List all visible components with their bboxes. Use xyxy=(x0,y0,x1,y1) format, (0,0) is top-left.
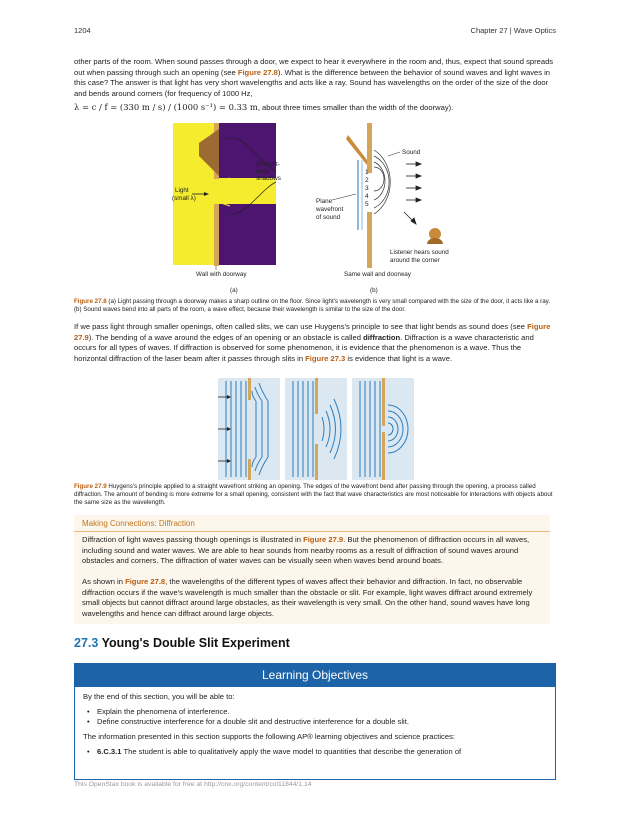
making-connections-title: Making Connections: Diffraction xyxy=(82,519,195,528)
sound-arrows xyxy=(404,162,421,224)
figure-27-8-link[interactable]: Figure 27.8 xyxy=(237,67,278,77)
p2-text-d: is evidence that light is a wave. xyxy=(345,353,453,363)
listener-label: Listener hears sound around the corner xyxy=(390,249,449,264)
figure-27-8-caption xyxy=(74,298,556,314)
small-lambda-label: (small λ) xyxy=(172,195,196,202)
figure-27-8b xyxy=(310,120,470,298)
lo-intro: By the end of this section, you will be able to: xyxy=(83,692,235,701)
mc-p1-text-a: Diffraction of light waves passing though openings is illustrated in xyxy=(82,535,304,544)
diffraction-paragraph xyxy=(74,322,556,364)
section-heading xyxy=(74,636,290,650)
page-number: 1204 xyxy=(74,26,91,35)
ap-code: 6.C.3.1 xyxy=(97,747,122,756)
wall-doorway-label-a: Wall with doorway xyxy=(196,271,247,278)
intro-text-a: other parts of the room. When sound passes through a door, we expect to hear it everywhere in the room and, thus, expect that sound spreads out when passing through such an opening (see xyxy=(74,57,554,77)
huygens-panel-medium xyxy=(285,378,347,480)
ap-text: The student is able to qualitatively apply the wave model to quantities that describe the generation of xyxy=(121,747,462,756)
straight-edge-label: Straight-edge shadows xyxy=(256,161,281,182)
mc-figure-27-9-link[interactable]: Figure 27.9 xyxy=(303,535,344,544)
huygens-number-1: 1 xyxy=(365,169,369,176)
huygens-panel-narrow xyxy=(352,378,414,480)
intro-text-c: , about three times smaller than the width of the doorway). xyxy=(257,103,454,112)
p2-text-b: ). The bending of a wave around the edges of an opening or an obstacle is called xyxy=(88,332,364,342)
chapter-header: Chapter 27 | Wave Optics xyxy=(470,26,556,35)
lo-info: The information presented in this section supports the following AP® learning objectives and science practices: xyxy=(83,732,455,741)
equation-line xyxy=(74,102,556,114)
making-connections-p1 xyxy=(82,535,544,567)
figure-27-9-caption-text: Huygens's principle applied to a straight wavefront striking an opening. The edges of the wavefront bend after passing through the opening, a process called diffraction. The amount of bending is more extreme for a small opening, consistent with the fact that wave characteristics are most noticeable for interactions with objects about the same size as the wavelength. xyxy=(74,483,553,507)
door-b xyxy=(346,135,367,165)
huygens-number-4: 4 xyxy=(365,193,369,200)
lo-ap-item xyxy=(97,747,461,757)
making-connections-p2 xyxy=(82,577,544,619)
intro-paragraph xyxy=(74,57,556,99)
figure-27-9 xyxy=(218,377,414,481)
diffraction-term: diffraction xyxy=(363,332,401,342)
figure-27-8-caption-text: (a) Light passing through a doorway makes a sharp outline on the floor. Since light's wavelength is very small compared with the size of the door, it acts like a ray. (b) Sound waves bend into all parts of the room, a wave effect, because their wavelength is similar to the size of the door. xyxy=(74,298,551,314)
light-label: Light xyxy=(175,187,189,194)
figure-27-9-link[interactable]: Figure 27.9 xyxy=(74,322,551,342)
figure-27-8a xyxy=(170,120,295,298)
making-connections-box xyxy=(74,515,550,624)
mc-p2-text-a: As shown in xyxy=(82,577,126,586)
lo-item-1: • Explain the phenomena of interference. xyxy=(97,707,230,717)
p2-text-a: If we pass light through smaller openings, often called slits, we can use Huygens's principle to see that light bends as sound does (see xyxy=(74,322,528,331)
making-connections-divider xyxy=(74,531,550,532)
wavelength-equation: λ = c / f = (330 m / s) / (1000 s⁻¹) = 0.33 m xyxy=(74,102,258,112)
huygens-number-3: 3 xyxy=(365,185,369,192)
mc-figure-27-8-link[interactable]: Figure 27.8 xyxy=(125,577,166,586)
figure-27-9-caption xyxy=(74,483,556,508)
subfig-b-label: (b) xyxy=(370,287,378,294)
section-number: 27.3 xyxy=(74,636,99,650)
section-title: Young's Double Slit Experiment xyxy=(98,636,290,650)
figure-27-9-caption-label: Figure 27.9 xyxy=(74,483,107,490)
huygens-number-5: 5 xyxy=(365,201,369,208)
figure-27-8-caption-label: Figure 27.8 xyxy=(74,298,107,305)
sound-label: Sound xyxy=(402,149,421,156)
same-wall-label: Same wall and doorway xyxy=(344,271,411,278)
mc-p2-text-b: , the wavelengths of the different types of waves affect their behavior and diffraction. In fact, no observable diffraction occurs if the wave's wavelength is much smaller than the obstacle or slit. For example, light waves diffract around extremely small objects but cannot diffract around large obstacles, as their wavelength is very small. On the other hand, sound waves have long wavelengths and hence can diffract around large objects. xyxy=(82,577,533,618)
intro-text-b: ). What is the difference between the behavior of sound waves and light waves in this case? The answer is that light has very short wavelengths and acts like a ray. Sound has wavelengths on the order of the size of the door and bends around corners (for frequency of 1000 Hz, xyxy=(74,67,551,98)
lo-item-2: • Define constructive interference for a double slit and destructive interference for a double slit. xyxy=(97,717,409,727)
p2-text-c: . Diffraction is a wave characteristic and occurs for all types of waves. If diffraction is observed for some phenomenon, it is evidence that the phenomenon is a wave. Thus the horizontal diffraction of the laser beam after it passes through slits in xyxy=(74,332,534,363)
figure-27-3-link[interactable]: Figure 27.3 xyxy=(305,353,346,363)
footer: This OpenStax book is available for free at http://cnx.org/content/col11844/1.14 xyxy=(74,781,312,788)
learning-objectives-title: Learning Objectives xyxy=(75,664,555,687)
plane-wavefront-label: Plane wavefront of sound xyxy=(316,198,344,221)
learning-objectives-box xyxy=(74,663,556,780)
mc-p1-text-b: . But the phenomenon of diffraction occurs in all waves, including sound and water waves. We are able to hear sounds from nearby rooms as a result of diffraction of sound waves around obstacles and corners. The diffraction of water waves can be visually seen when waves bend around boats. xyxy=(82,535,530,566)
subfig-a-label: (a) xyxy=(230,287,238,294)
huygens-number-2: 2 xyxy=(365,177,369,184)
huygens-panel-wide xyxy=(218,378,280,480)
